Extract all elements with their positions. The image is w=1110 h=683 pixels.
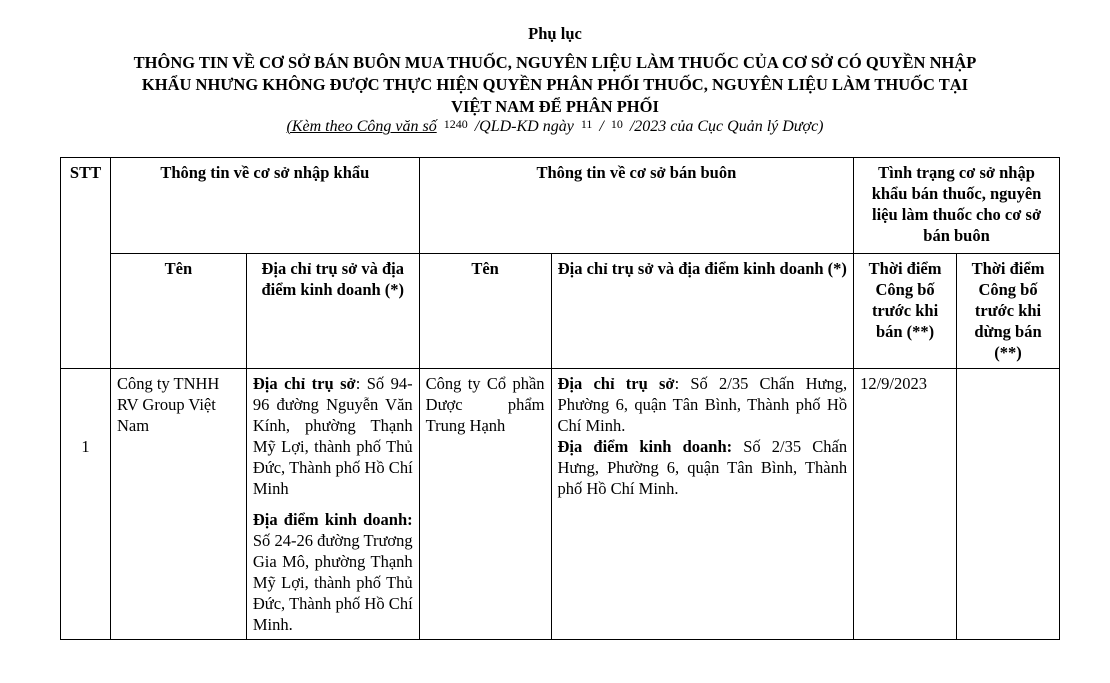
importer-biz-label: Địa điểm kinh doanh: xyxy=(252,510,413,529)
wholesaler-hq xyxy=(558,373,848,436)
distributor-table xyxy=(60,157,1060,640)
header-importer-address: Địa chỉ trụ sở và địa điểm kinh doanh (*) xyxy=(246,254,419,369)
ref-sep: / xyxy=(599,118,604,135)
wholesaler-hq-value: : Số 2/35 Chấn Hưng, Phường 6, quận Tân Bình, Thành phố Hồ Chí Minh. xyxy=(557,374,848,435)
header-row-main xyxy=(61,158,1060,254)
header-time-before-stop: Thời điểm Công bố trước khi dừng bán (**) xyxy=(957,254,1060,369)
importer-hq xyxy=(253,373,413,499)
header-wholesaler: Thông tin về cơ sở bán buôn xyxy=(419,158,853,254)
importer-biz-value: Số 24-26 đường Trương Gia Mô, phường Thạnh Mỹ Lợi, thành phố Thủ Đức, Thành phố Hồ Chí Minh. xyxy=(252,531,413,634)
row-importer-name: Công ty TNHH RV Group Việt Nam xyxy=(110,369,246,640)
ref-suffix: /2023 của Cục Quản lý Dược) xyxy=(629,118,824,135)
wholesaler-biz-label: Địa điểm kinh doanh: xyxy=(557,437,733,456)
wholesaler-biz xyxy=(558,436,848,499)
ref-number: 1240 xyxy=(443,117,468,131)
importer-hq-label: Địa chỉ trụ sở xyxy=(252,374,356,393)
header-time-before-sale: Thời điểm Công bố trước khi bán (**) xyxy=(854,254,957,369)
wholesaler-biz-value: Số 2/35 Chấn Hưng, Phường 6, quận Tân Bình, Thành phố Hồ Chí Minh. xyxy=(557,437,848,498)
ref-prefix: (Kèm theo Công văn số xyxy=(286,118,437,135)
row-wholesaler-address xyxy=(551,369,854,640)
row-stt: 1 xyxy=(61,369,111,640)
ref-mid: /QLD-KD ngày xyxy=(474,118,574,135)
subtitle-line: KHẨU NHƯNG KHÔNG ĐƯỢC THỰC HIỆN QUYỀN PHÂN PHỐI THUỐC, NGUYÊN LIỆU LÀM THUỐC TẠI xyxy=(141,75,969,94)
document-subtitle xyxy=(0,52,1110,118)
ref-month: 10 xyxy=(610,117,623,131)
row-time-before-stop xyxy=(957,369,1060,640)
header-importer-name: Tên xyxy=(110,254,246,369)
reference-line xyxy=(0,118,1110,136)
subtitle-line: THÔNG TIN VỀ CƠ SỞ BÁN BUÔN MUA THUỐC, NGUYÊN LIỆU LÀM THUỐC CỦA CƠ SỞ CÓ QUYỀN NHẬP xyxy=(133,53,977,72)
header-importer: Thông tin về cơ sở nhập khẩu xyxy=(110,158,419,254)
subtitle-line: VIỆT NAM ĐỂ PHÂN PHỐI xyxy=(451,97,659,116)
header-wholesaler-name: Tên xyxy=(419,254,551,369)
importer-hq-value: : Số 94-96 đường Nguyễn Văn Kính, phường Thạnh Mỹ Lợi, thành phố Thủ Đức, Thành phố Hồ Chí Minh xyxy=(252,374,413,498)
header-status: Tình trạng cơ sở nhập khẩu bán thuốc, nguyên liệu làm thuốc cho cơ sở bán buôn xyxy=(854,158,1060,254)
table-row xyxy=(61,369,1060,640)
header-wholesaler-address: Địa chỉ trụ sở và địa điểm kinh doanh (*) xyxy=(551,254,854,369)
row-wholesaler-name: Công ty Cổ phần Dược phẩm Trung Hạnh xyxy=(419,369,551,640)
ref-day: 11 xyxy=(580,117,593,131)
appendix-title: Phụ lục xyxy=(528,24,582,43)
importer-biz xyxy=(253,509,413,635)
wholesaler-hq-label: Địa chỉ trụ sở xyxy=(557,374,675,393)
header-row-sub xyxy=(61,254,1060,369)
row-importer-address xyxy=(246,369,419,640)
row-time-before-sale: 12/9/2023 xyxy=(854,369,957,640)
header-stt: STT xyxy=(61,158,111,369)
